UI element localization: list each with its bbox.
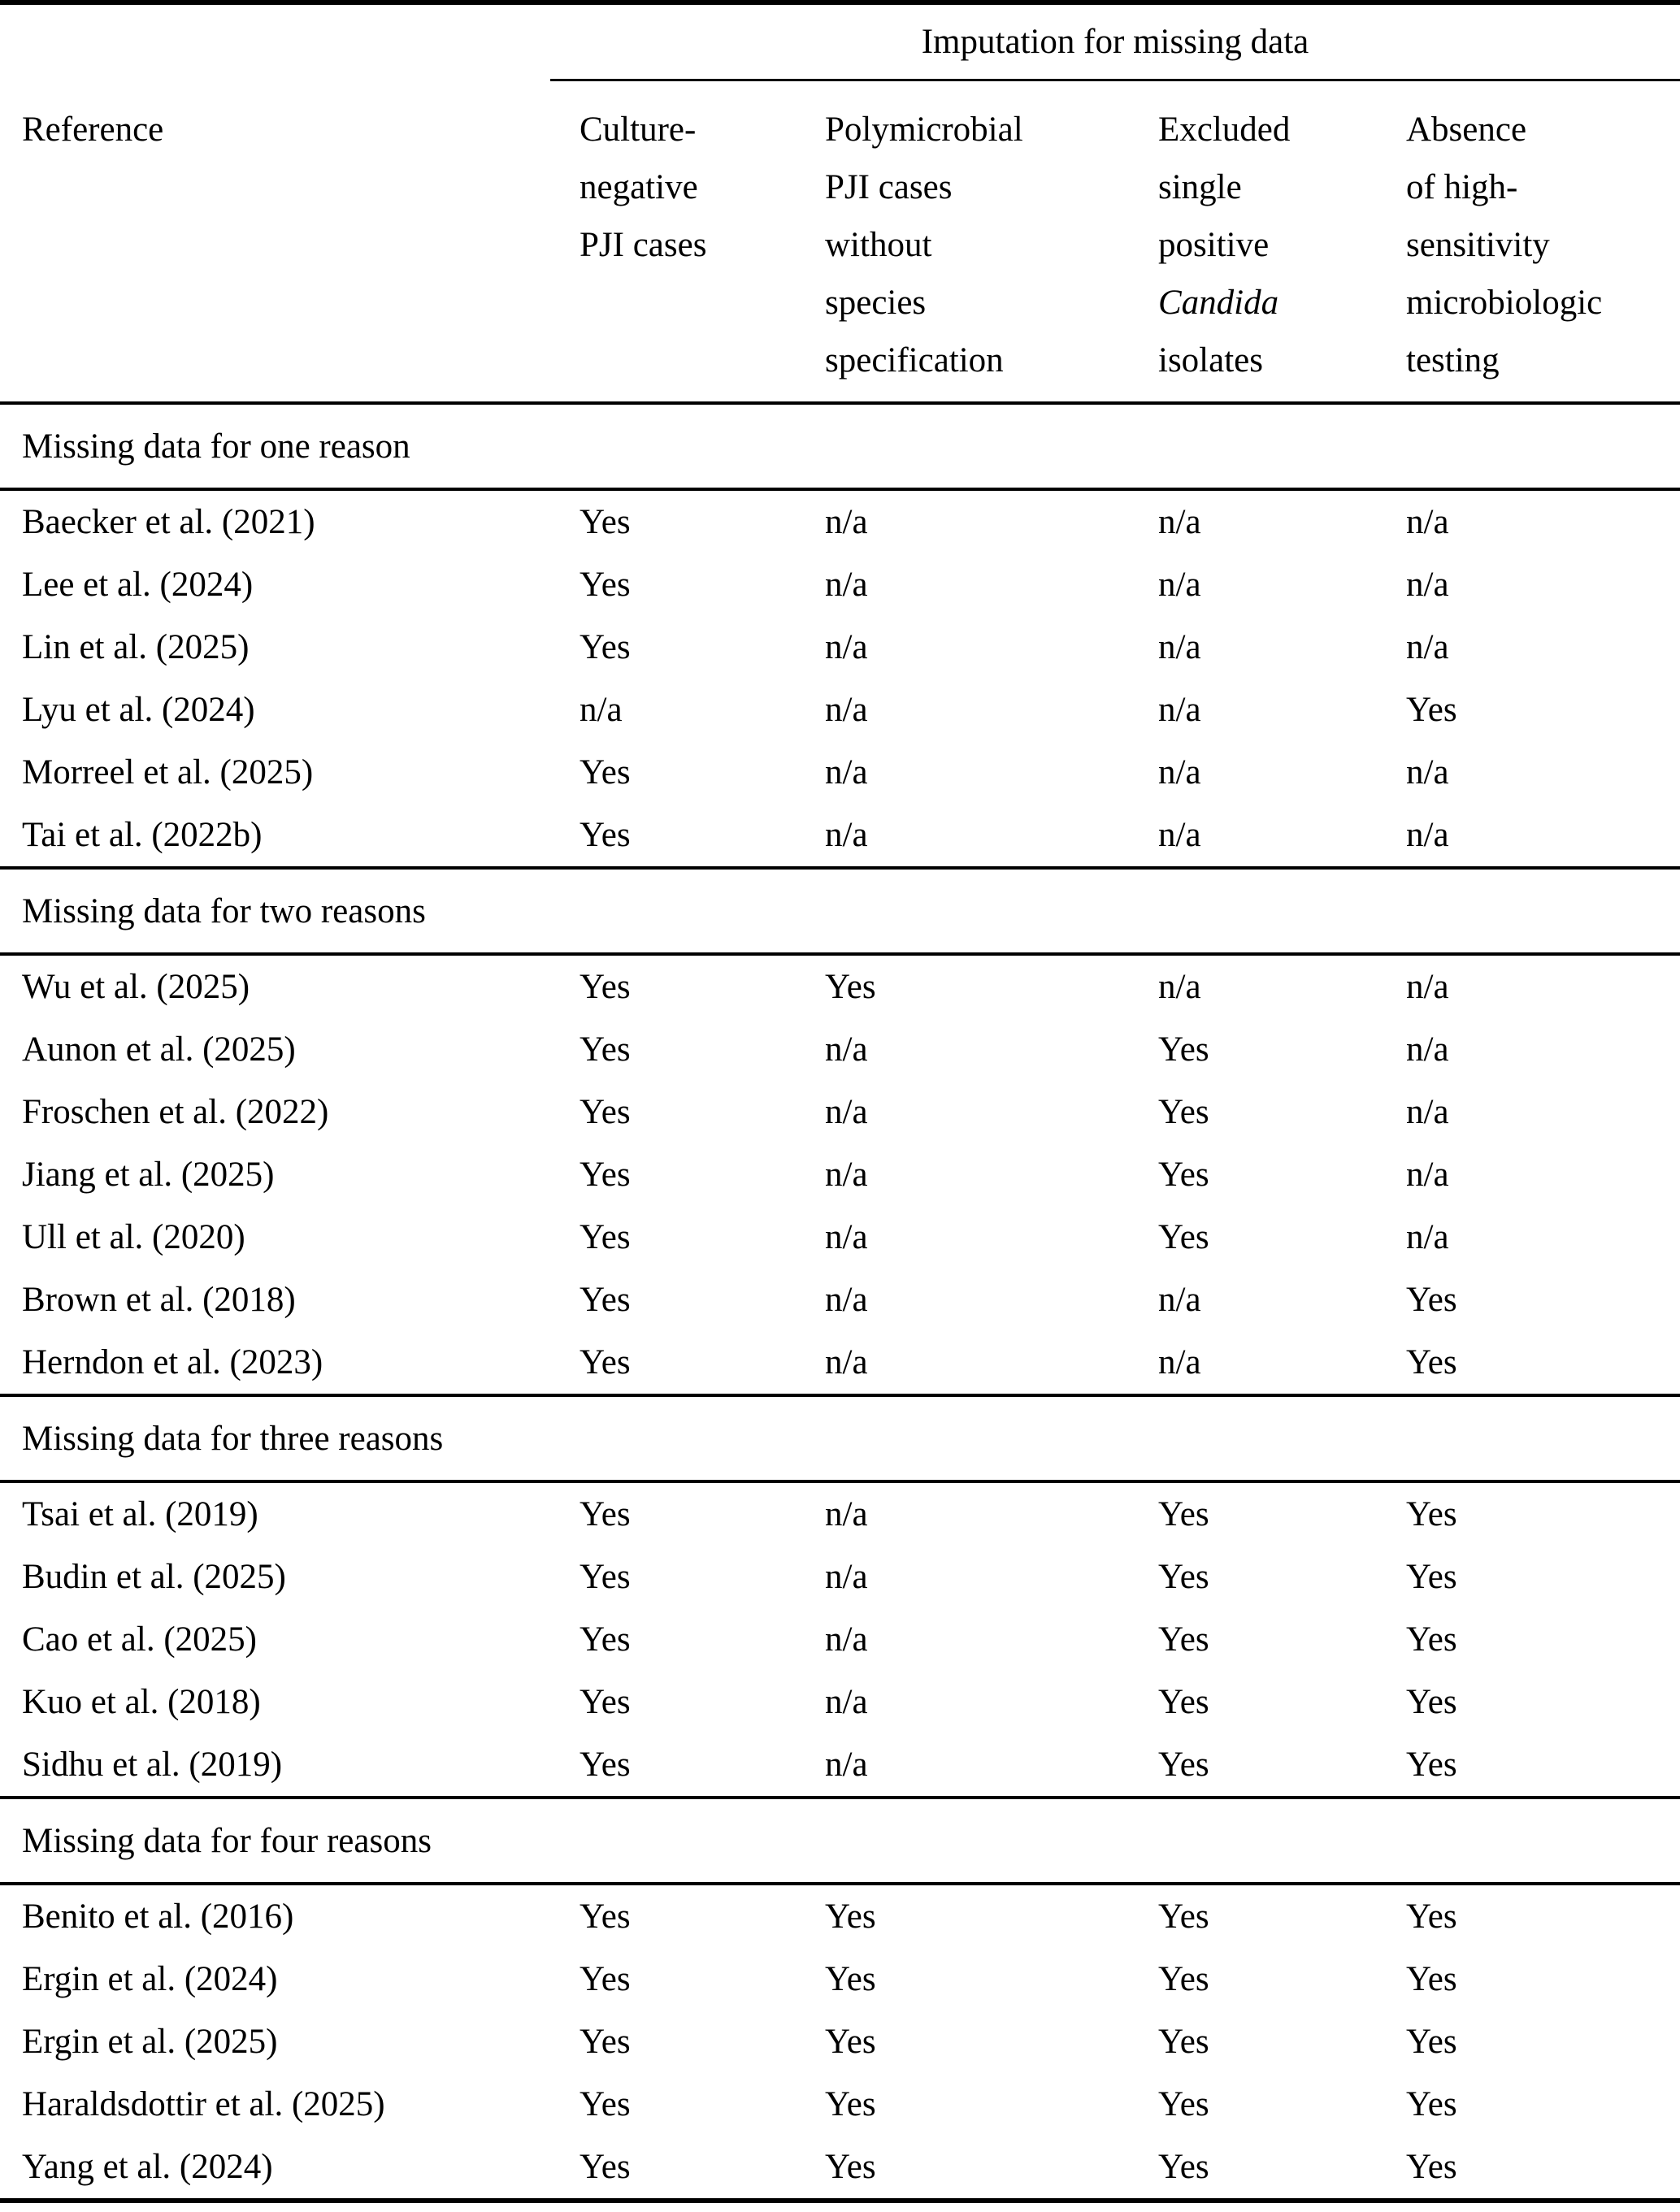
reference-cell: Morreel et al. (2025) bbox=[22, 753, 314, 792]
reference-cell: Wu et al. (2025) bbox=[22, 968, 250, 1006]
column-header-line: positive bbox=[1158, 226, 1270, 264]
column-header-absence-testing bbox=[1406, 101, 1680, 401]
value-cell: Yes bbox=[580, 968, 631, 1006]
value-cell: Yes bbox=[1406, 691, 1457, 729]
table-row bbox=[0, 741, 1680, 804]
value-cell: n/a bbox=[580, 691, 623, 729]
value-cell: Yes bbox=[825, 2085, 876, 2123]
section-header-label: Missing data for three reasons bbox=[22, 1419, 444, 1458]
table-row bbox=[0, 1546, 1680, 1608]
reference-cell: Baecker et al. (2021) bbox=[22, 503, 315, 541]
section-header bbox=[0, 1799, 1680, 1882]
value-cell: Yes bbox=[1406, 1960, 1457, 1998]
spanner-row bbox=[0, 5, 1680, 81]
value-cell: n/a bbox=[1406, 968, 1449, 1006]
table-row bbox=[0, 679, 1680, 741]
value-cell: n/a bbox=[825, 566, 868, 604]
value-cell: Yes bbox=[580, 566, 631, 604]
value-cell: n/a bbox=[825, 503, 868, 541]
value-cell: Yes bbox=[580, 1620, 631, 1659]
column-header-line: Culture- bbox=[580, 111, 697, 149]
value-cell: n/a bbox=[1158, 968, 1201, 1006]
value-cell: n/a bbox=[825, 1343, 868, 1381]
column-header-excluded-candida bbox=[1158, 101, 1406, 401]
reference-cell: Brown et al. (2018) bbox=[22, 1281, 296, 1319]
section-header bbox=[0, 870, 1680, 952]
column-header-line: Absence bbox=[1406, 111, 1527, 149]
reference-cell: Kuo et al. (2018) bbox=[22, 1683, 261, 1721]
value-cell: Yes bbox=[580, 1093, 631, 1131]
value-cell: n/a bbox=[1406, 628, 1449, 666]
column-header-culture-negative bbox=[580, 101, 825, 401]
value-cell: Yes bbox=[1158, 1156, 1209, 1194]
value-cell: Yes bbox=[580, 628, 631, 666]
reference-cell: Ergin et al. (2024) bbox=[22, 1960, 278, 1998]
value-cell: n/a bbox=[1406, 566, 1449, 604]
table-body bbox=[0, 401, 1680, 2198]
column-header-line: specification bbox=[825, 341, 1004, 380]
table-row bbox=[0, 1206, 1680, 1269]
value-cell: Yes bbox=[1158, 1218, 1209, 1256]
value-cell: Yes bbox=[580, 1343, 631, 1381]
column-header-line: microbiologic bbox=[1406, 284, 1603, 322]
table-row bbox=[0, 616, 1680, 679]
value-cell: Yes bbox=[1158, 1960, 1209, 1998]
table-row bbox=[0, 2010, 1680, 2073]
spanner-title: Imputation for missing data bbox=[921, 23, 1309, 61]
value-cell: n/a bbox=[1406, 503, 1449, 541]
reference-cell: Benito et al. (2016) bbox=[22, 1898, 294, 1936]
reference-cell: Lee et al. (2024) bbox=[22, 566, 254, 604]
reference-cell: Yang et al. (2024) bbox=[22, 2148, 273, 2186]
value-cell: n/a bbox=[1158, 566, 1201, 604]
reference-cell: Lin et al. (2025) bbox=[22, 628, 250, 666]
column-header-line: sensitivity bbox=[1406, 226, 1550, 264]
value-cell: Yes bbox=[1158, 2023, 1209, 2061]
value-cell: Yes bbox=[580, 1558, 631, 1596]
table-bottom-rule bbox=[0, 2198, 1680, 2203]
table-row bbox=[0, 1885, 1680, 1948]
reference-cell: Haraldsdottir et al. (2025) bbox=[22, 2085, 385, 2123]
value-cell: Yes bbox=[580, 2023, 631, 2061]
reference-cell: Ull et al. (2020) bbox=[22, 1218, 245, 1256]
reference-cell: Budin et al. (2025) bbox=[22, 1558, 286, 1596]
section-header bbox=[0, 405, 1680, 488]
value-cell: Yes bbox=[580, 1746, 631, 1784]
italic-species-name: Candida bbox=[1158, 284, 1279, 322]
column-header-line: testing bbox=[1406, 341, 1500, 380]
column-header-line bbox=[1158, 274, 1406, 332]
value-cell: n/a bbox=[825, 816, 868, 854]
reference-cell: Jiang et al. (2025) bbox=[22, 1156, 275, 1194]
table-row bbox=[0, 1483, 1680, 1546]
value-cell: Yes bbox=[1406, 2085, 1457, 2123]
value-cell: Yes bbox=[825, 2148, 876, 2186]
value-cell: n/a bbox=[825, 1683, 868, 1721]
table-row bbox=[0, 1269, 1680, 1331]
value-cell: Yes bbox=[1406, 2148, 1457, 2186]
value-cell: Yes bbox=[580, 753, 631, 792]
value-cell: n/a bbox=[1158, 628, 1201, 666]
value-cell: n/a bbox=[825, 1030, 868, 1069]
value-cell: Yes bbox=[1406, 1495, 1457, 1533]
value-cell: Yes bbox=[1406, 2023, 1457, 2061]
value-cell: Yes bbox=[1406, 1898, 1457, 1936]
column-header-line: negative bbox=[580, 168, 698, 206]
value-cell: Yes bbox=[580, 1218, 631, 1256]
table-row bbox=[0, 1671, 1680, 1733]
value-cell: Yes bbox=[580, 1030, 631, 1069]
value-cell: n/a bbox=[825, 628, 868, 666]
table-row bbox=[0, 2136, 1680, 2198]
table-row bbox=[0, 1608, 1680, 1671]
value-cell: Yes bbox=[580, 1495, 631, 1533]
value-cell: n/a bbox=[1406, 1156, 1449, 1194]
table-row bbox=[0, 1948, 1680, 2010]
value-cell: Yes bbox=[1406, 1558, 1457, 1596]
value-cell: Yes bbox=[580, 1281, 631, 1319]
value-cell: n/a bbox=[825, 691, 868, 729]
column-header-line: without bbox=[825, 226, 932, 264]
reference-cell: Sidhu et al. (2019) bbox=[22, 1746, 283, 1784]
table-row bbox=[0, 1018, 1680, 1081]
value-cell: n/a bbox=[1158, 753, 1201, 792]
value-cell: Yes bbox=[1406, 1281, 1457, 1319]
value-cell: Yes bbox=[1406, 1620, 1457, 1659]
value-cell: Yes bbox=[1406, 1683, 1457, 1721]
value-cell: n/a bbox=[1406, 1030, 1449, 1069]
table-row bbox=[0, 491, 1680, 553]
value-cell: Yes bbox=[580, 2148, 631, 2186]
value-cell: Yes bbox=[825, 1960, 876, 1998]
column-header-line: of high- bbox=[1406, 168, 1518, 206]
reference-cell: Herndon et al. (2023) bbox=[22, 1343, 323, 1381]
reference-cell: Lyu et al. (2024) bbox=[22, 691, 255, 729]
value-cell: Yes bbox=[1158, 1495, 1209, 1533]
value-cell: n/a bbox=[825, 1620, 868, 1659]
value-cell: Yes bbox=[1158, 2148, 1209, 2186]
reference-cell: Tsai et al. (2019) bbox=[22, 1495, 258, 1533]
column-header-line: Polymicrobial bbox=[825, 111, 1023, 149]
section-header bbox=[0, 1397, 1680, 1480]
value-cell: Yes bbox=[825, 2023, 876, 2061]
value-cell: Yes bbox=[1158, 1620, 1209, 1659]
value-cell: n/a bbox=[825, 1093, 868, 1131]
value-cell: Yes bbox=[1158, 1558, 1209, 1596]
value-cell: n/a bbox=[825, 753, 868, 792]
value-cell: Yes bbox=[580, 1960, 631, 1998]
value-cell: n/a bbox=[1406, 753, 1449, 792]
section-header-label: Missing data for one reason bbox=[22, 427, 410, 466]
column-header-line: Excluded bbox=[1158, 111, 1291, 149]
section-header-label: Missing data for four reasons bbox=[22, 1821, 432, 1860]
value-cell: Yes bbox=[1158, 1746, 1209, 1784]
column-header-line: species bbox=[825, 284, 927, 322]
value-cell: n/a bbox=[1406, 1093, 1449, 1131]
column-header-line: isolates bbox=[1158, 341, 1263, 380]
value-cell: Yes bbox=[580, 1898, 631, 1936]
value-cell: n/a bbox=[1158, 816, 1201, 854]
value-cell: Yes bbox=[1406, 1343, 1457, 1381]
table-row bbox=[0, 956, 1680, 1018]
value-cell: n/a bbox=[1406, 1218, 1449, 1256]
value-cell: n/a bbox=[1158, 691, 1201, 729]
value-cell: n/a bbox=[825, 1495, 868, 1533]
reference-cell: Ergin et al. (2025) bbox=[22, 2023, 278, 2061]
value-cell: n/a bbox=[825, 1746, 868, 1784]
column-header-line: PJI cases bbox=[825, 168, 953, 206]
value-cell: Yes bbox=[580, 816, 631, 854]
value-cell: Yes bbox=[580, 2085, 631, 2123]
reference-cell: Aunon et al. (2025) bbox=[22, 1030, 296, 1069]
value-cell: Yes bbox=[1158, 2085, 1209, 2123]
value-cell: Yes bbox=[580, 1683, 631, 1721]
reference-cell: Froschen et al. (2022) bbox=[22, 1093, 329, 1131]
table-row bbox=[0, 553, 1680, 616]
value-cell: Yes bbox=[580, 503, 631, 541]
spanner-header bbox=[550, 5, 1680, 81]
value-cell: n/a bbox=[825, 1218, 868, 1256]
value-cell: Yes bbox=[1158, 1898, 1209, 1936]
value-cell: Yes bbox=[1158, 1093, 1209, 1131]
column-header-polymicrobial bbox=[825, 101, 1158, 401]
column-header-line: PJI cases bbox=[580, 226, 707, 264]
reference-cell: Tai et al. (2022b) bbox=[22, 816, 263, 854]
table-row bbox=[0, 2073, 1680, 2136]
reference-column-header: Reference bbox=[22, 111, 164, 149]
value-cell: n/a bbox=[1158, 1343, 1201, 1381]
value-cell: Yes bbox=[1158, 1683, 1209, 1721]
column-header-line: single bbox=[1158, 168, 1242, 206]
value-cell: Yes bbox=[580, 1156, 631, 1194]
value-cell: Yes bbox=[1158, 1030, 1209, 1069]
value-cell: n/a bbox=[1158, 503, 1201, 541]
value-cell: Yes bbox=[825, 1898, 876, 1936]
value-cell: n/a bbox=[1158, 1281, 1201, 1319]
value-cell: Yes bbox=[1406, 1746, 1457, 1784]
table-row bbox=[0, 1331, 1680, 1394]
value-cell: n/a bbox=[1406, 816, 1449, 854]
section-header-label: Missing data for two reasons bbox=[22, 891, 426, 930]
value-cell: Yes bbox=[825, 968, 876, 1006]
column-header-row bbox=[0, 81, 1680, 401]
table-row bbox=[0, 804, 1680, 866]
table-row bbox=[0, 1733, 1680, 1796]
reference-cell: Cao et al. (2025) bbox=[22, 1620, 257, 1659]
value-cell: n/a bbox=[825, 1558, 868, 1596]
table-row bbox=[0, 1081, 1680, 1143]
value-cell: n/a bbox=[825, 1156, 868, 1194]
value-cell: n/a bbox=[825, 1281, 868, 1319]
table-row bbox=[0, 1143, 1680, 1206]
